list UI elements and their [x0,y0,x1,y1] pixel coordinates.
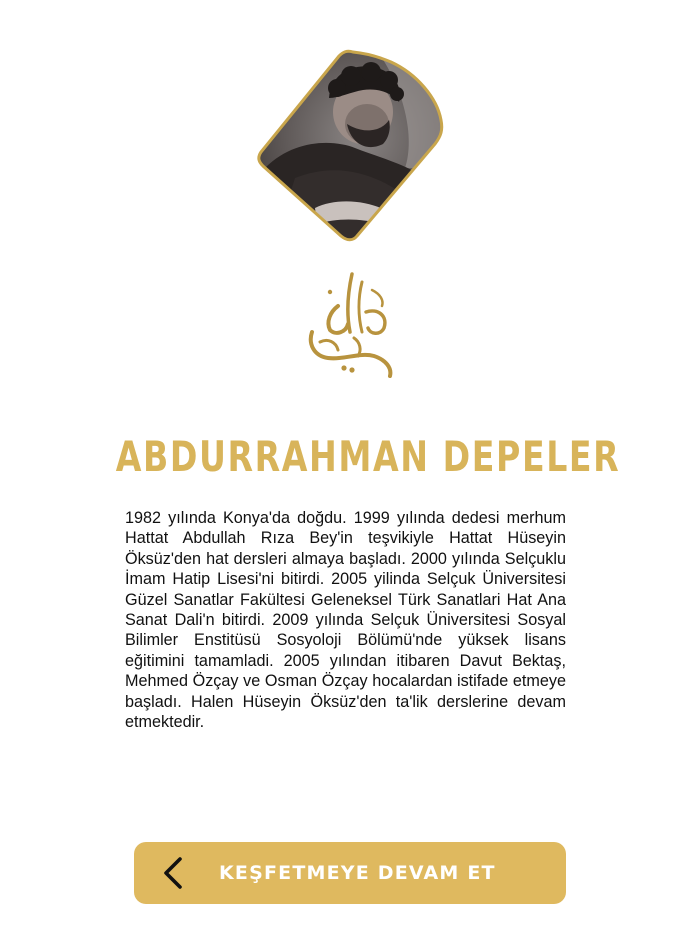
continue-exploring-label: KEŞFETMEYE DEVAM ET [219,862,496,884]
chevron-left-icon[interactable] [162,856,184,890]
continue-exploring-button[interactable] [134,842,566,904]
artist-portrait [255,48,445,242]
calligraphy-signature-logo [300,272,400,380]
artist-name: ABDURRAHMAN DEPELER [115,432,621,481]
artist-biography: 1982 yılında Konya'da doğdu. 1999 yılında dedesi merhum Hattat Abdullah Rıza Bey'in teşvikiyle Hattat Hüseyin Öksüz'den hat dersleri almaya başladı. 2000 yılında Selçuklu İmam Hatip Lisesi'ni bitirdi. 2005 yilinda Selçuk Üniversitesi Güzel Sanatlar Fakültesi Geleneksel Türk Sanatlari Hat Ana Sanat Dali'n bitirdi. 2009 yılında Selçuk Üniversitesi Sosyal Bilimler Enstitüsü Sosyoloji Bölümü'nde yüksek lisans eğitimini tamamladi. 2005 yılından itibaren Davut Bektaş, Mehmed Özçay ve Osman Özçay hocalardan istifade etmeye başladı. Halen Hüseyin Öksüz'den ta'lik derslerine devam etmektedir. [125,509,566,732]
